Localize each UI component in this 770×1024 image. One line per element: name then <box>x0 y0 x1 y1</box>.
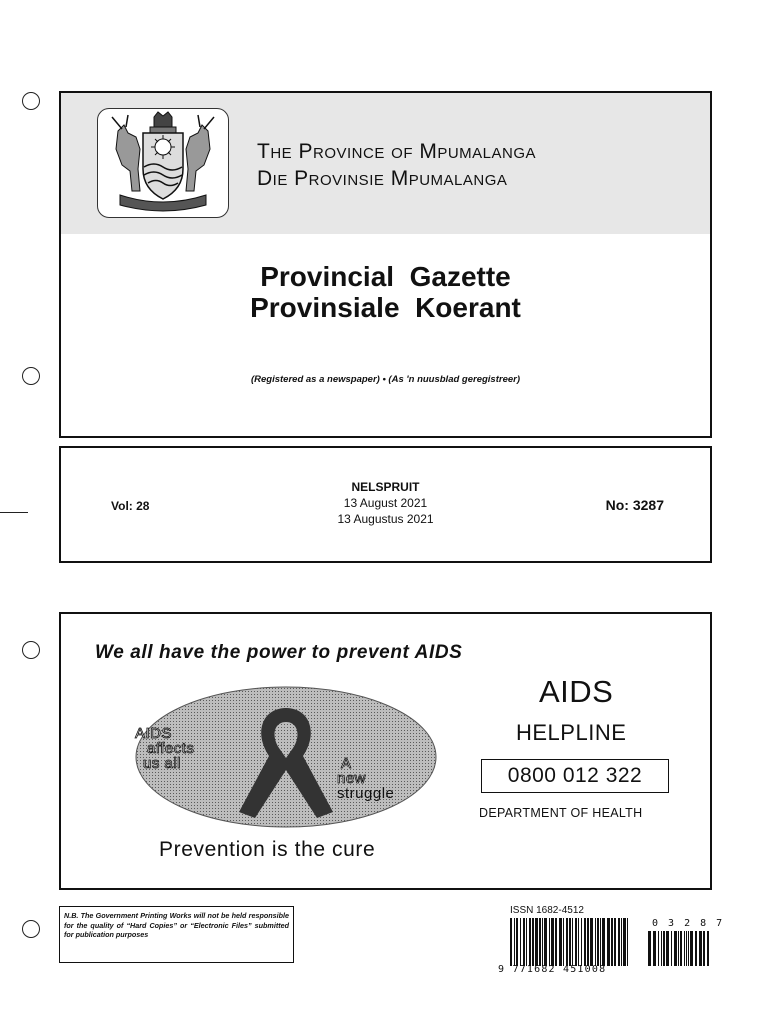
barcode-bar <box>526 918 527 966</box>
barcode-bar <box>581 918 582 966</box>
province-name-af: Die Provinsie Mpumalanga <box>257 167 508 190</box>
helpline-phone-number: 0800 012 322 <box>481 759 669 793</box>
barcode-bar <box>658 931 659 966</box>
barcode-bar <box>575 918 577 966</box>
registration-note: (Registered as a newspaper) • (As 'n nuusblad geregistreer) <box>250 374 521 385</box>
barcode-bar <box>680 931 682 966</box>
barcode-bar <box>627 918 628 966</box>
barcode-bar <box>707 931 709 966</box>
barcode-bar <box>678 931 679 966</box>
binder-hole <box>22 920 40 938</box>
barcode-bar <box>653 931 656 966</box>
barcode-bar <box>510 918 512 966</box>
advert-left-line: us all <box>143 755 182 772</box>
barcode-bar <box>535 918 538 966</box>
barcode-bar <box>523 918 525 966</box>
issue-number: No: 3287 <box>605 497 664 513</box>
advert-right-line: struggle <box>337 785 395 802</box>
barcode-bar <box>666 931 669 966</box>
barcode-bar <box>623 918 626 966</box>
barcode-bar <box>611 918 613 966</box>
binder-hole <box>22 92 40 110</box>
barcode-bar <box>520 918 521 966</box>
coat-of-arms-icon <box>98 109 228 217</box>
barcode-bar <box>595 918 596 966</box>
barcode-bar <box>559 918 562 966</box>
disclaimer-box <box>59 906 294 963</box>
issue-info-panel <box>59 446 712 563</box>
advert-right-line: A <box>341 755 352 772</box>
barcode-bar <box>699 931 702 966</box>
department-name: DEPARTMENT OF HEALTH <box>479 806 643 820</box>
disclaimer-text: N.B. The Government Printing Works will not be held responsible for the quality of “Hard Copies” or “Electronic Files” submitted for publication purposes <box>64 911 289 939</box>
barcode-bar <box>602 918 605 966</box>
barcode-bar <box>590 918 593 966</box>
aids-advert <box>59 612 712 890</box>
advert-left-line: affects <box>147 740 195 757</box>
barcode-bar <box>551 918 554 966</box>
barcode-bar <box>569 918 571 966</box>
advert-headline: We all have the power to prevent AIDS <box>95 642 463 663</box>
barcode-bar <box>563 918 564 966</box>
barcode-bar <box>686 931 687 966</box>
barcode-bar <box>671 931 672 966</box>
barcode-bar <box>674 931 677 966</box>
volume-number: Vol: 28 <box>111 499 150 513</box>
barcode-bar <box>555 918 557 966</box>
advert-tagline: Prevention is the cure <box>159 838 376 861</box>
barcode-bar <box>607 918 610 966</box>
gazette-title-en: Provincial Gazette <box>260 261 511 292</box>
barcode-bar <box>600 918 601 966</box>
binder-hole <box>22 367 40 385</box>
gazette-title-af: Provinsiale Koerant <box>250 292 521 323</box>
issn-number: ISSN 1682-4512 <box>510 905 584 916</box>
binder-hole <box>22 641 40 659</box>
barcode-bar <box>661 931 662 966</box>
barcode-bar <box>514 918 515 966</box>
barcode-bar <box>690 931 693 966</box>
gazette-title-panel <box>59 234 712 438</box>
barcode-bar <box>703 931 705 966</box>
issue-date-en: 13 August 2021 <box>343 496 428 510</box>
barcode-bar <box>566 918 568 966</box>
barcode-bar <box>684 931 685 966</box>
barcode-bar <box>544 918 547 966</box>
barcode-bar <box>539 918 541 966</box>
advert-right-line: new <box>337 770 367 787</box>
barcode-bar <box>621 918 622 966</box>
barcode-bar <box>532 918 534 966</box>
barcode-bar <box>578 918 579 966</box>
barcode-icon <box>510 918 630 966</box>
barcode-bar <box>618 918 620 966</box>
barcode-bar <box>688 931 689 966</box>
advert-left-line: AIDS <box>135 725 173 742</box>
barcode-bar <box>663 931 665 966</box>
barcode-bar <box>695 931 697 966</box>
barcode-bar <box>549 918 550 966</box>
issue-date-af: 13 Augustus 2021 <box>337 512 434 526</box>
barcode-bar <box>597 918 599 966</box>
barcode-bar <box>572 918 573 966</box>
barcode-bar <box>648 931 651 966</box>
advert-left-caption <box>135 726 194 771</box>
fold-mark <box>0 512 28 513</box>
barcode-addon-digits: 0 3 2 8 7 <box>652 918 725 929</box>
province-names <box>257 138 536 192</box>
helpline-subheading: HELPLINE <box>516 720 627 745</box>
advert-right-caption <box>337 756 394 801</box>
barcode-addon-icon <box>648 931 710 966</box>
barcode-bar <box>587 918 589 966</box>
barcode-bar <box>529 918 531 966</box>
barcode-bar <box>516 918 518 966</box>
coat-of-arms <box>97 108 229 218</box>
masthead <box>59 91 712 238</box>
helpline-heading: AIDS <box>539 674 614 709</box>
barcode-bar <box>584 918 586 966</box>
barcode-digits: 9 771682 451008 <box>498 964 607 975</box>
province-name-en: The Province of Mpumalanga <box>257 140 537 163</box>
place-name: NELSPRUIT <box>351 480 420 494</box>
barcode-bar <box>614 918 616 966</box>
barcode-bar <box>542 918 543 966</box>
